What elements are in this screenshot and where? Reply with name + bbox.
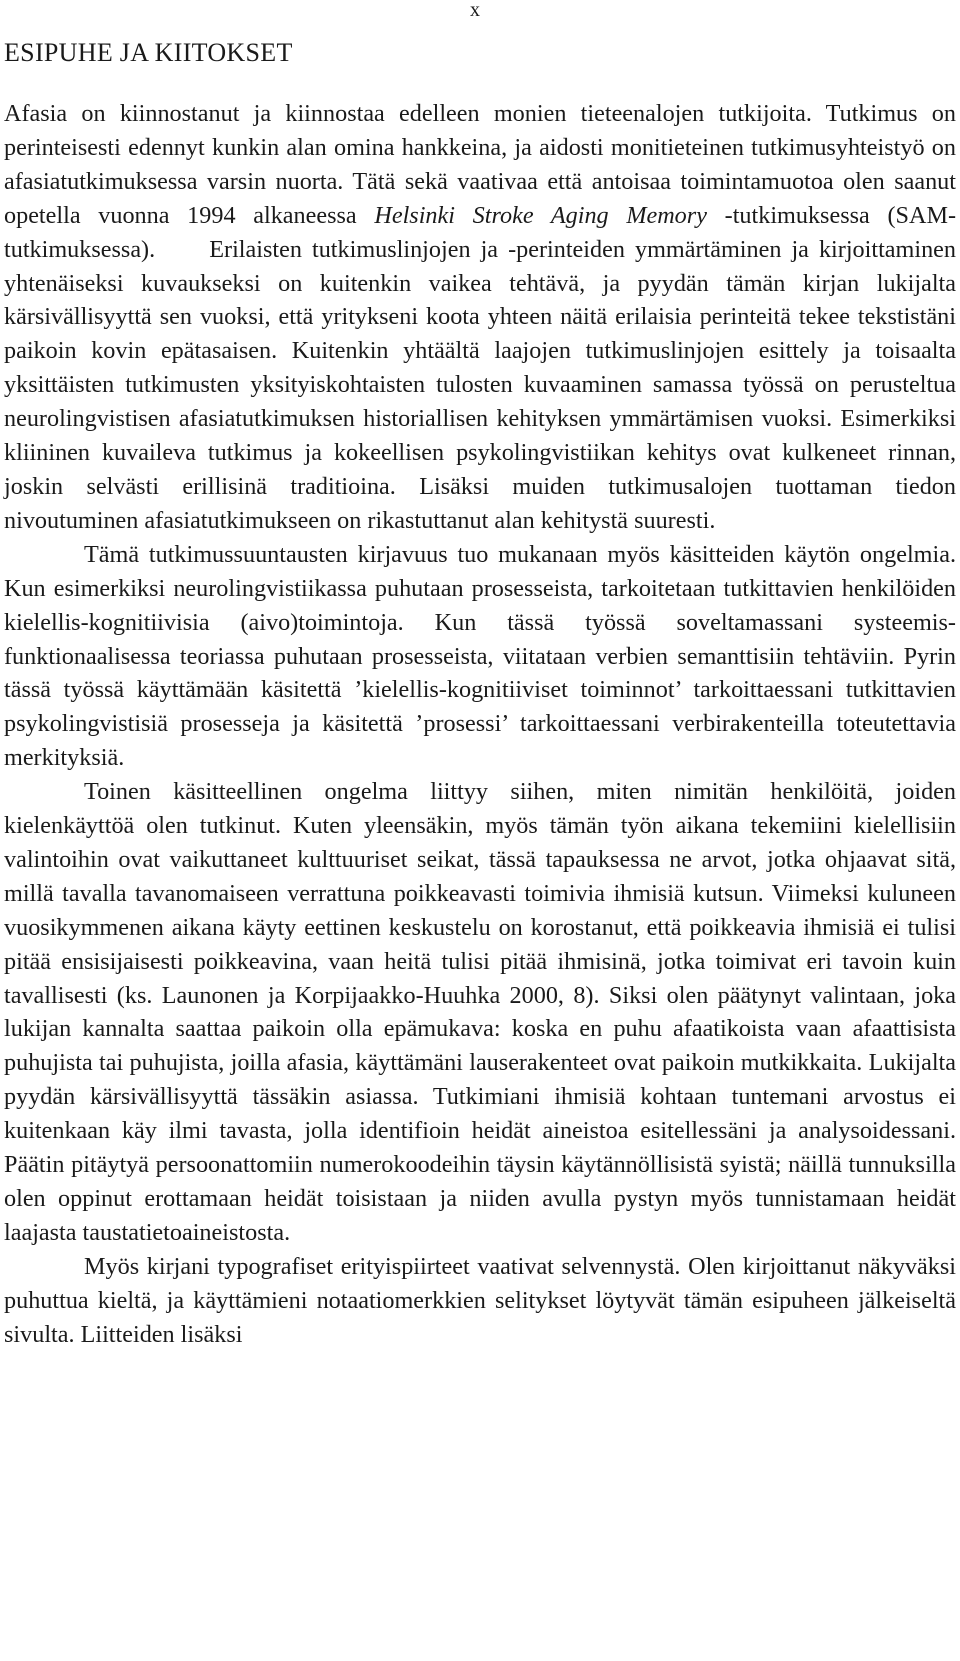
page-number: x — [470, 0, 480, 21]
paragraph-4: Toinen käsitteellinen ongelma liittyy siihen, miten nimitän henkilöitä, joiden kielenkäyttöä olen tutkinut. Kuten yleensäkin, myös tämän työn aikana tekemiini kielellisiin valintoihin ovat vaikuttaneet kulttuuriset seikat, tässä tapauksessa ne arvot, jotka ohjaavat sitä, millä tavalla tavanomaiseen verrattuna poikkeavasti toimivia ihmisiä kutsun. Viimeksi kuluneen vuosikymmenen aikana käyty eettinen keskustelu on korostanut, että poikkeavia ihmisiä ei tulisi pitää ensisijaisesti poikkeavina, vaan heitä tulisi pitää ihmisinä, jotka toimivat eri tavoin kuin tavallisesti (ks. Launonen ja Korpijaakko-Huuhka 2000, 8). Siksi olen päätynyt valintaan, joka lukijan kannalta saattaa paikoin olla epämukava: koska en puhu afaatikoista vaan afaattisista puhujista tai puhujista, joilla afasia, käyttämäni lauserakenteet ovat paikoin mutkikkaita. Lukijalta pyydän kärsivällisyyttä tässäkin asiassa. Tutkimiani ihmisiä kohtaan tuntemani arvostus ei kuitenkaan käy ilmi tavasta, jolla identifioin heidät aineistoa esitellessäni ja analysoidessani. Päätin pitäytyä persoonattomiin numerokoodeihin täysin käytännöllisistä syistä; näillä tunnuksilla olen oppinut erottamaan heidät toisistaan ja niiden avulla pystyn myös tunnistamaan heidät laajasta taustatietoaineistosta. — [4, 778, 956, 1246]
paragraph-1-text-after: -tutkimuksessa (SAM-tutkimuksessa). — [4, 201, 956, 263]
section-heading: ESIPUHE JA KIITOKSET — [4, 38, 293, 67]
paragraph-2-inline: Erilaisten tutkimuslinjojen ja -perinteiden ymmärtäminen ja kirjoittaminen yhtenäiseksi kuvaukseksi on kuitenkin vaikea tehtävä, ja pyydän tämän kirjan lukijalta kärsivällisyyttä sen vuoksi, että yritykseni koota yhteen näitä erilaisia perinteitä tekee tekstistäni paikoin kovin epätasaisen. Kuitenkin yhtäältä laajojen tutkimuslinjojen esittely ja toisaalta yksittäisten tutkimusten yksityiskohtaisten tulosten kuvaaminen samassa työssä on perusteltua neurolingvistisen afasiatutkimuksen historiallisen kehityksen ymmärtämisen vuoksi. Esimerkiksi kliininen kuvaileva tutkimus ja kokeellisen psykolingvistiikan kehitys ovat kulkeneet rinnan, joskin selvästi erillisinä traditioina. Lisäksi muiden tutkimusalojen tuottaman tiedon nivoutuminen afasiatutkimukseen on rikastuttanut alan kehitystä suuresti. — [4, 235, 957, 534]
paragraph-3: Tämä tutkimussuuntausten kirjavuus tuo mukanaan myös käsitteiden käytön ongelmia. Kun esimerkiksi neurolingvistiikassa puhutaan prosesseista, tarkoitetaan tutkittavien henkilöiden kielellis-kognitiivisia (aivo)toimintoja. Kun tässä työssä soveltamassani systeemis-funktionaalisessa teoriassa puhutaan prosesseista, viitataan verbien semanttisiin tehtäviin. Pyrin tässä työssä käyttämään käsitettä ’kielellis-kognitiiviset toiminnot’ tarkoittaessani tutkittavien psykolingvistisiä prosesseja ja käsitettä ’prosessi’ tarkoittaessani verbirakenteilla toteutettavia merkityksiä. — [4, 540, 956, 772]
paragraph-1 — [4, 97, 956, 538]
study-name-italic: Helsinki Stroke Aging Memory — [374, 201, 707, 229]
paragraph-5: Myös kirjani typografiset erityispiirteet vaativat selvennystä. Olen kirjoittanut näkyväksi puhuttua kieltä, ja käyttämieni notaatiomerkkien selitykset löytyvät tämän esipuheen jälkeiseltä sivulta. Liitteiden lisäksi — [4, 1252, 956, 1348]
body-text — [4, 97, 956, 1352]
paragraph-1-text-before: Afasia on kiinnostanut ja kiinnostaa edelleen monien tieteenalojen tutkijoita. Tutkimus on perinteisesti edennyt kunkin alan omina hankkeina, ja aidosti monitieteinen tutkimusyhteistyö on afasiatutkimuksessa varsin nuorta. Tätä sekä vaativaa että antoisaa toimintamuotoa olen saanut opetella vuonna 1994 alkaneessa — [4, 100, 956, 229]
